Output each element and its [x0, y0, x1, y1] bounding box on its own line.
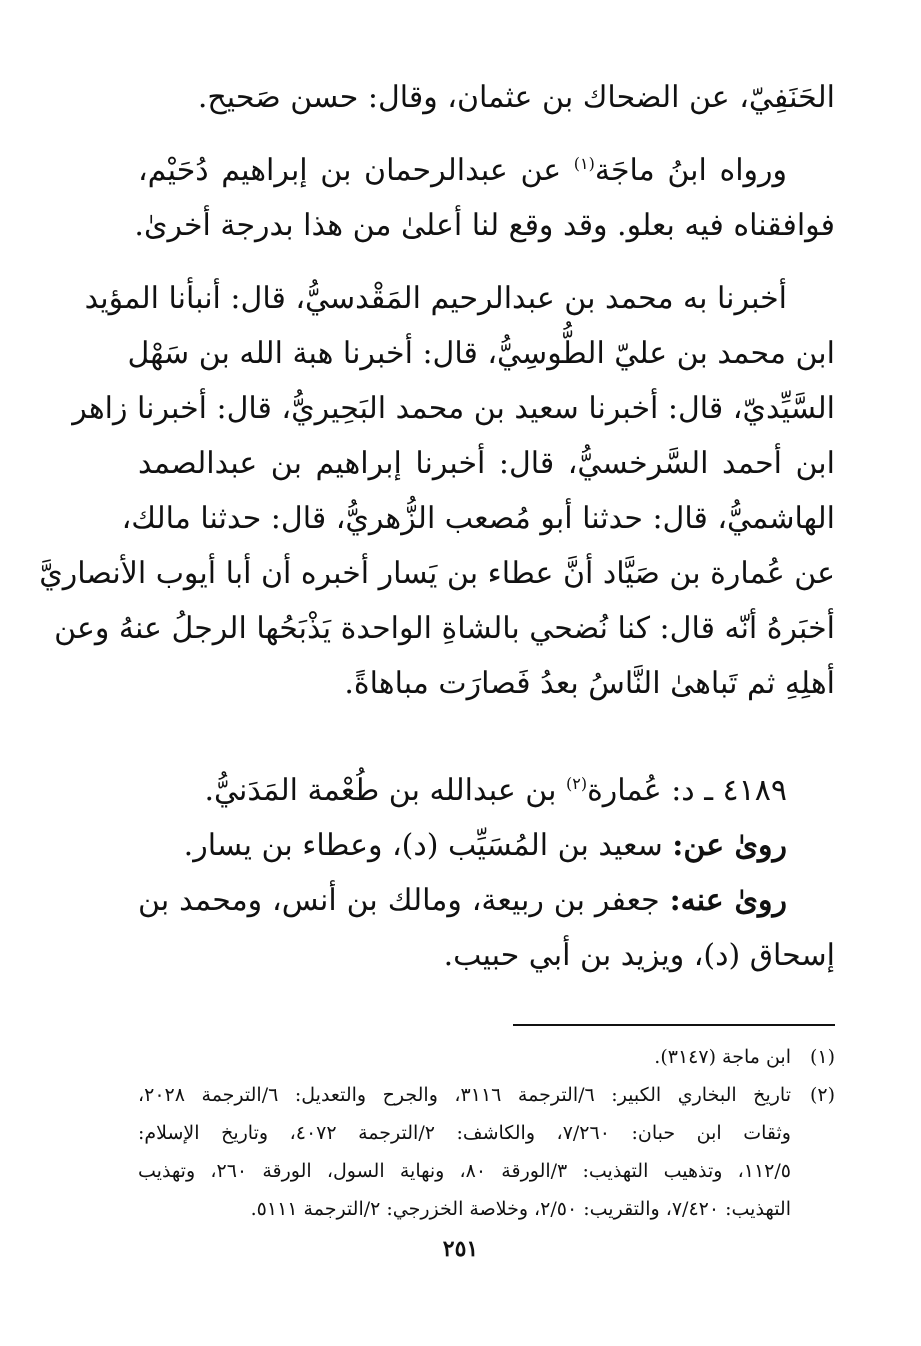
- text-line: أخبرنا به محمد بن عبدالرحيم المَقْدسيُّ، قال: أنبأنا المؤيد: [84, 281, 787, 316]
- text-line: السَّيِّديّ، قال: أخبرنا سعيد بن محمد البَحِيريُّ، قال: أخبرنا زاهر: [72, 391, 835, 426]
- text-span: ٤١٨٩ ـ د: عُمارة: [587, 773, 787, 808]
- text-span: بن عبدالله بن طُعْمة المَدَنيُّ.: [204, 773, 566, 808]
- text-line: [138, 818, 835, 873]
- text-line: أهلِهِ ثم تَباهىٰ النَّاسُ بعدُ فَصارَت مباهاةً.: [344, 666, 835, 701]
- text-line: ابن أحمد السَّرخسيُّ، قال: أخبرنا إبراهيم بن عبدالصمد: [138, 446, 835, 481]
- text-line: عن عُمارة بن صَيَّاد أنَّ عطاء بن يَسار أخبره أن أبا أيوب الأنصاريَّ: [39, 556, 835, 591]
- footnote: [138, 1076, 835, 1228]
- text-span: سعيد بن المُسَيِّب (د)، وعطاء بن يسار.: [183, 828, 673, 863]
- footnote: [138, 1038, 835, 1076]
- footnote-line: التهذيب: ٧/٤٢٠، والتقريب: ٢/٥٠، وخلاصة الخزرجي: ٢/الترجمة ٥١١١.: [250, 1198, 791, 1220]
- footnote-separator: [513, 1024, 835, 1026]
- footnotes: [138, 1038, 835, 1228]
- text-line: [138, 143, 835, 198]
- text-line: [138, 873, 835, 928]
- footnote-line: ابن ماجة (٣١٤٧).: [654, 1046, 791, 1068]
- text-line: أخبَرهُ أنّه قال: كنا نُضحي بالشاةِ الواحدة يَذْبَحُها الرجلُ عنهُ وعن: [54, 611, 835, 646]
- footnote-line: تاريخ البخاري الكبير: ٦/الترجمة ٣١١٦، والجرح والتعديل: ٦/الترجمة ٢٠٢٨،: [138, 1084, 791, 1106]
- text-span: ورواه ابنُ ماجَة: [594, 153, 787, 188]
- footnote-ref: (٢): [565, 774, 588, 793]
- footnote-ref: (١): [573, 154, 595, 173]
- footnote-line: وثقات ابن حبان: ٧/٢٦٠، والكاشف: ٢/الترجمة ٤٠٧٢، وتاريخ الإسلام:: [138, 1122, 791, 1144]
- footnote-line: ١١٢/٥، وتذهيب التهذيب: ٣/الورقة ٨٠، ونهاية السول، الورقة ٢٦٠، وتهذيب: [138, 1160, 791, 1182]
- text-line: إسحاق (د)، ويزيد بن أبي حبيب.: [443, 938, 835, 973]
- main-text: [39, 70, 835, 983]
- text-line: فوافقناه فيه بعلو. وقد وقع لنا أعلىٰ من هذا بدرجة أخرىٰ.: [134, 208, 835, 243]
- entry-heading: [138, 763, 835, 818]
- label-rawa-an: روىٰ عن:: [672, 828, 787, 863]
- page-number: ٢٥١: [442, 1236, 479, 1262]
- text-span: عن عبدالرحمان بن إبراهيم دُحَيْم،: [138, 153, 574, 188]
- footnote-number: (١): [809, 1046, 835, 1068]
- text-line: ابن محمد بن عليّ الطُّوسِيُّ، قال: أخبرنا هبة الله بن سَهْل: [127, 336, 835, 371]
- text-span: جعفر بن ربيعة، ومالك بن أنس، ومحمد بن: [138, 883, 670, 918]
- text-line: الهاشميُّ، قال: حدثنا أبو مُصعب الزُّهريُّ، قال: حدثنا مالك،: [121, 501, 835, 536]
- footnote-number: (٢): [809, 1084, 835, 1106]
- text-line: الحَنَفِيّ، عن الضحاك بن عثمان، وقال: حسن صَحيح.: [197, 80, 835, 115]
- label-rawa-anhu: روىٰ عنه:: [669, 883, 787, 918]
